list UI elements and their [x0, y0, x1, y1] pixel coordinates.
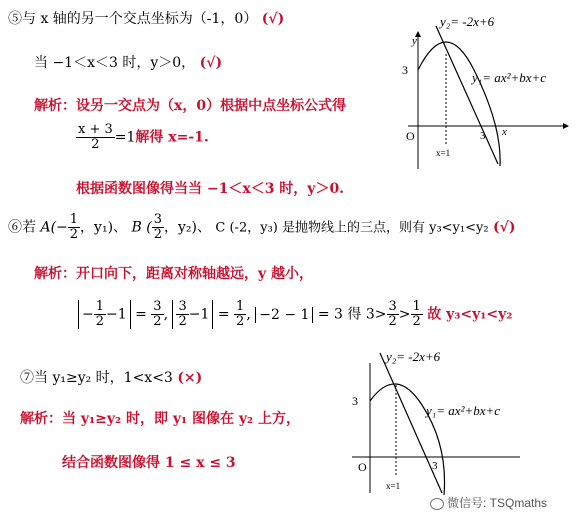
wechat-icon: [430, 498, 444, 510]
graph-2: [330, 345, 575, 495]
s6-a-fraction: [68, 213, 80, 242]
s6-conclusion: 故 y₃<y₁<y₂: [427, 306, 513, 323]
s5-conclusion: 根据函数图像得当当 −1＜x＜3 时，y＞0.: [76, 181, 345, 197]
s6-cmp1-den: 2: [388, 314, 397, 329]
s6-abs1-minus: −: [82, 306, 94, 323]
s6-abs1-num: 1: [95, 299, 105, 314]
s7-conclusion: 结合函数图像得 1 ≤ x ≤ 3: [62, 455, 236, 471]
s6-eq-1: =: [135, 306, 147, 323]
s6-gt: >: [398, 306, 411, 323]
s6-cmp2-num: 1: [412, 299, 421, 314]
graph-1-x-tick: 3: [480, 130, 486, 142]
graph-2-origin: O: [358, 460, 367, 474]
s6-b-num: 3: [153, 212, 162, 227]
s6-result-1: [151, 300, 163, 329]
graph-2-line-label: y₂= -2x+6: [386, 349, 441, 364]
s6-r2-den: 2: [236, 314, 245, 329]
graph-2-y-tick: 3: [352, 394, 358, 408]
s6-r1-num: 3: [153, 299, 162, 314]
s6-b-den: 2: [153, 227, 162, 242]
s6-b-fraction: [152, 213, 164, 242]
s6-point-b: B (: [131, 219, 152, 236]
s6-abs2-den: 2: [178, 314, 187, 329]
watermark-text: 微信号: TSQmaths: [447, 496, 548, 510]
s7-analysis: 解析：当 y₁≥y₂ 时，即 y₁ 图像在 y₂ 上方，: [20, 411, 301, 427]
s5-midpoint-equation: [76, 123, 209, 152]
s6-abs-3: −2 − 1: [255, 307, 313, 323]
s6-cmp1-num: 3: [388, 299, 397, 314]
s6-r2-num: 1: [236, 299, 245, 314]
s6-point-a: A(−: [40, 219, 68, 236]
s6-abs1-tail: −1: [106, 306, 127, 323]
graph-2-parabola-label: y₁= ax²+bx+c: [426, 403, 501, 418]
s5-claim: 与 x 轴的另一个交点坐标为（-1，0）: [22, 11, 258, 27]
s6-a-num: 1: [69, 212, 79, 227]
s6-distance-row: − $\frac{1}{2}$ −1 = $\frac{3}{2}$ , $\frac{3}{2}$ −1 = $\frac{1}{2}$ , −2 − 1 = 3 得 3> $\frac{3}{2}$ > $\frac{1}{2}$ 故 y₃<y₁<y₂: [78, 300, 512, 329]
s5-number: ⑤: [8, 11, 22, 27]
s6-abs-2: [172, 300, 213, 329]
s6-abs2-frac: [176, 300, 188, 329]
s6-abs2-tail: −1: [188, 306, 210, 323]
s6-check-mark: (√): [493, 219, 516, 236]
s6-eq-2: =: [217, 306, 230, 323]
s5-fraction-denominator: 2: [91, 137, 100, 152]
s6-abs1-frac: [94, 300, 106, 329]
s6-b-tail: ，y₂)、: [163, 219, 211, 236]
s6-a-tail: ，y₁)、: [80, 219, 128, 236]
s6-abs-1: [78, 300, 131, 329]
graph-2-line: [380, 353, 442, 493]
graph-2-vline-label: x=1: [386, 481, 401, 491]
s6-cmp2-den: 2: [412, 314, 421, 329]
s7-cross-mark: (×): [177, 370, 203, 386]
s5-analysis: 解析：设另一交点为（x，0）根据中点坐标公式得: [34, 98, 347, 114]
graph-1-y-tick: 3: [402, 63, 408, 77]
s7-claim-row: [20, 367, 202, 387]
s5-condition: 当 −1＜x＜3 时，y＞0，: [34, 55, 196, 71]
s6-number: ⑥: [8, 219, 22, 236]
s5-solution: 解得 x=-1.: [135, 129, 209, 146]
graph-1-vline-label: x=1: [436, 148, 451, 158]
s5-claim-row: [8, 8, 284, 28]
graph-1-line: [436, 26, 498, 164]
s7-number: ⑦: [20, 370, 34, 386]
s6-abs2-num: 3: [178, 299, 187, 314]
s5-condition-row: [34, 52, 222, 72]
graph-1-parabola-label: y₁= ax²+bx+c: [472, 70, 547, 85]
s6-lead: 若: [22, 219, 36, 236]
s7-claim: 当 y₁≥y₂ 时，1<x<3: [34, 370, 173, 386]
s6-r1-den: 2: [153, 314, 162, 329]
graph-1-y-label: y: [412, 35, 417, 47]
graph-1-line-label: y₂= -2x+6: [440, 14, 495, 29]
s5-fraction: [76, 123, 115, 152]
graph-1-parabola: [418, 42, 500, 166]
s6-a-den: 2: [69, 227, 79, 242]
watermark: [430, 494, 547, 511]
graph-2-parabola: [370, 384, 445, 495]
s6-point-c: C (-2，y₃) 是抛物线上的三点，则有 y₃<y₁<y₂: [215, 220, 489, 236]
s6-cmp-1: [387, 300, 399, 329]
graph-1: [398, 4, 578, 174]
graph-1-origin: O: [406, 129, 415, 143]
s5-equals-one: =1: [114, 129, 136, 146]
s6-result-2: [234, 300, 246, 329]
s6-eq-3: = 3 得 3>: [317, 306, 387, 323]
s6-analysis: 解析：开口向下，距离对称轴越远，y 越小，: [34, 266, 314, 282]
s6-abs1-den: 2: [95, 314, 105, 329]
s5-fraction-numerator: x + 3: [78, 122, 113, 137]
s6-cmp-2: [411, 300, 423, 329]
graph-1-x-label: x: [502, 126, 507, 138]
s5-check-mark-2: (√): [199, 55, 223, 71]
s5-check-mark: (√): [261, 11, 285, 27]
graph-2-x-tick: 3: [432, 460, 438, 472]
s6-claim-row: [8, 213, 515, 242]
